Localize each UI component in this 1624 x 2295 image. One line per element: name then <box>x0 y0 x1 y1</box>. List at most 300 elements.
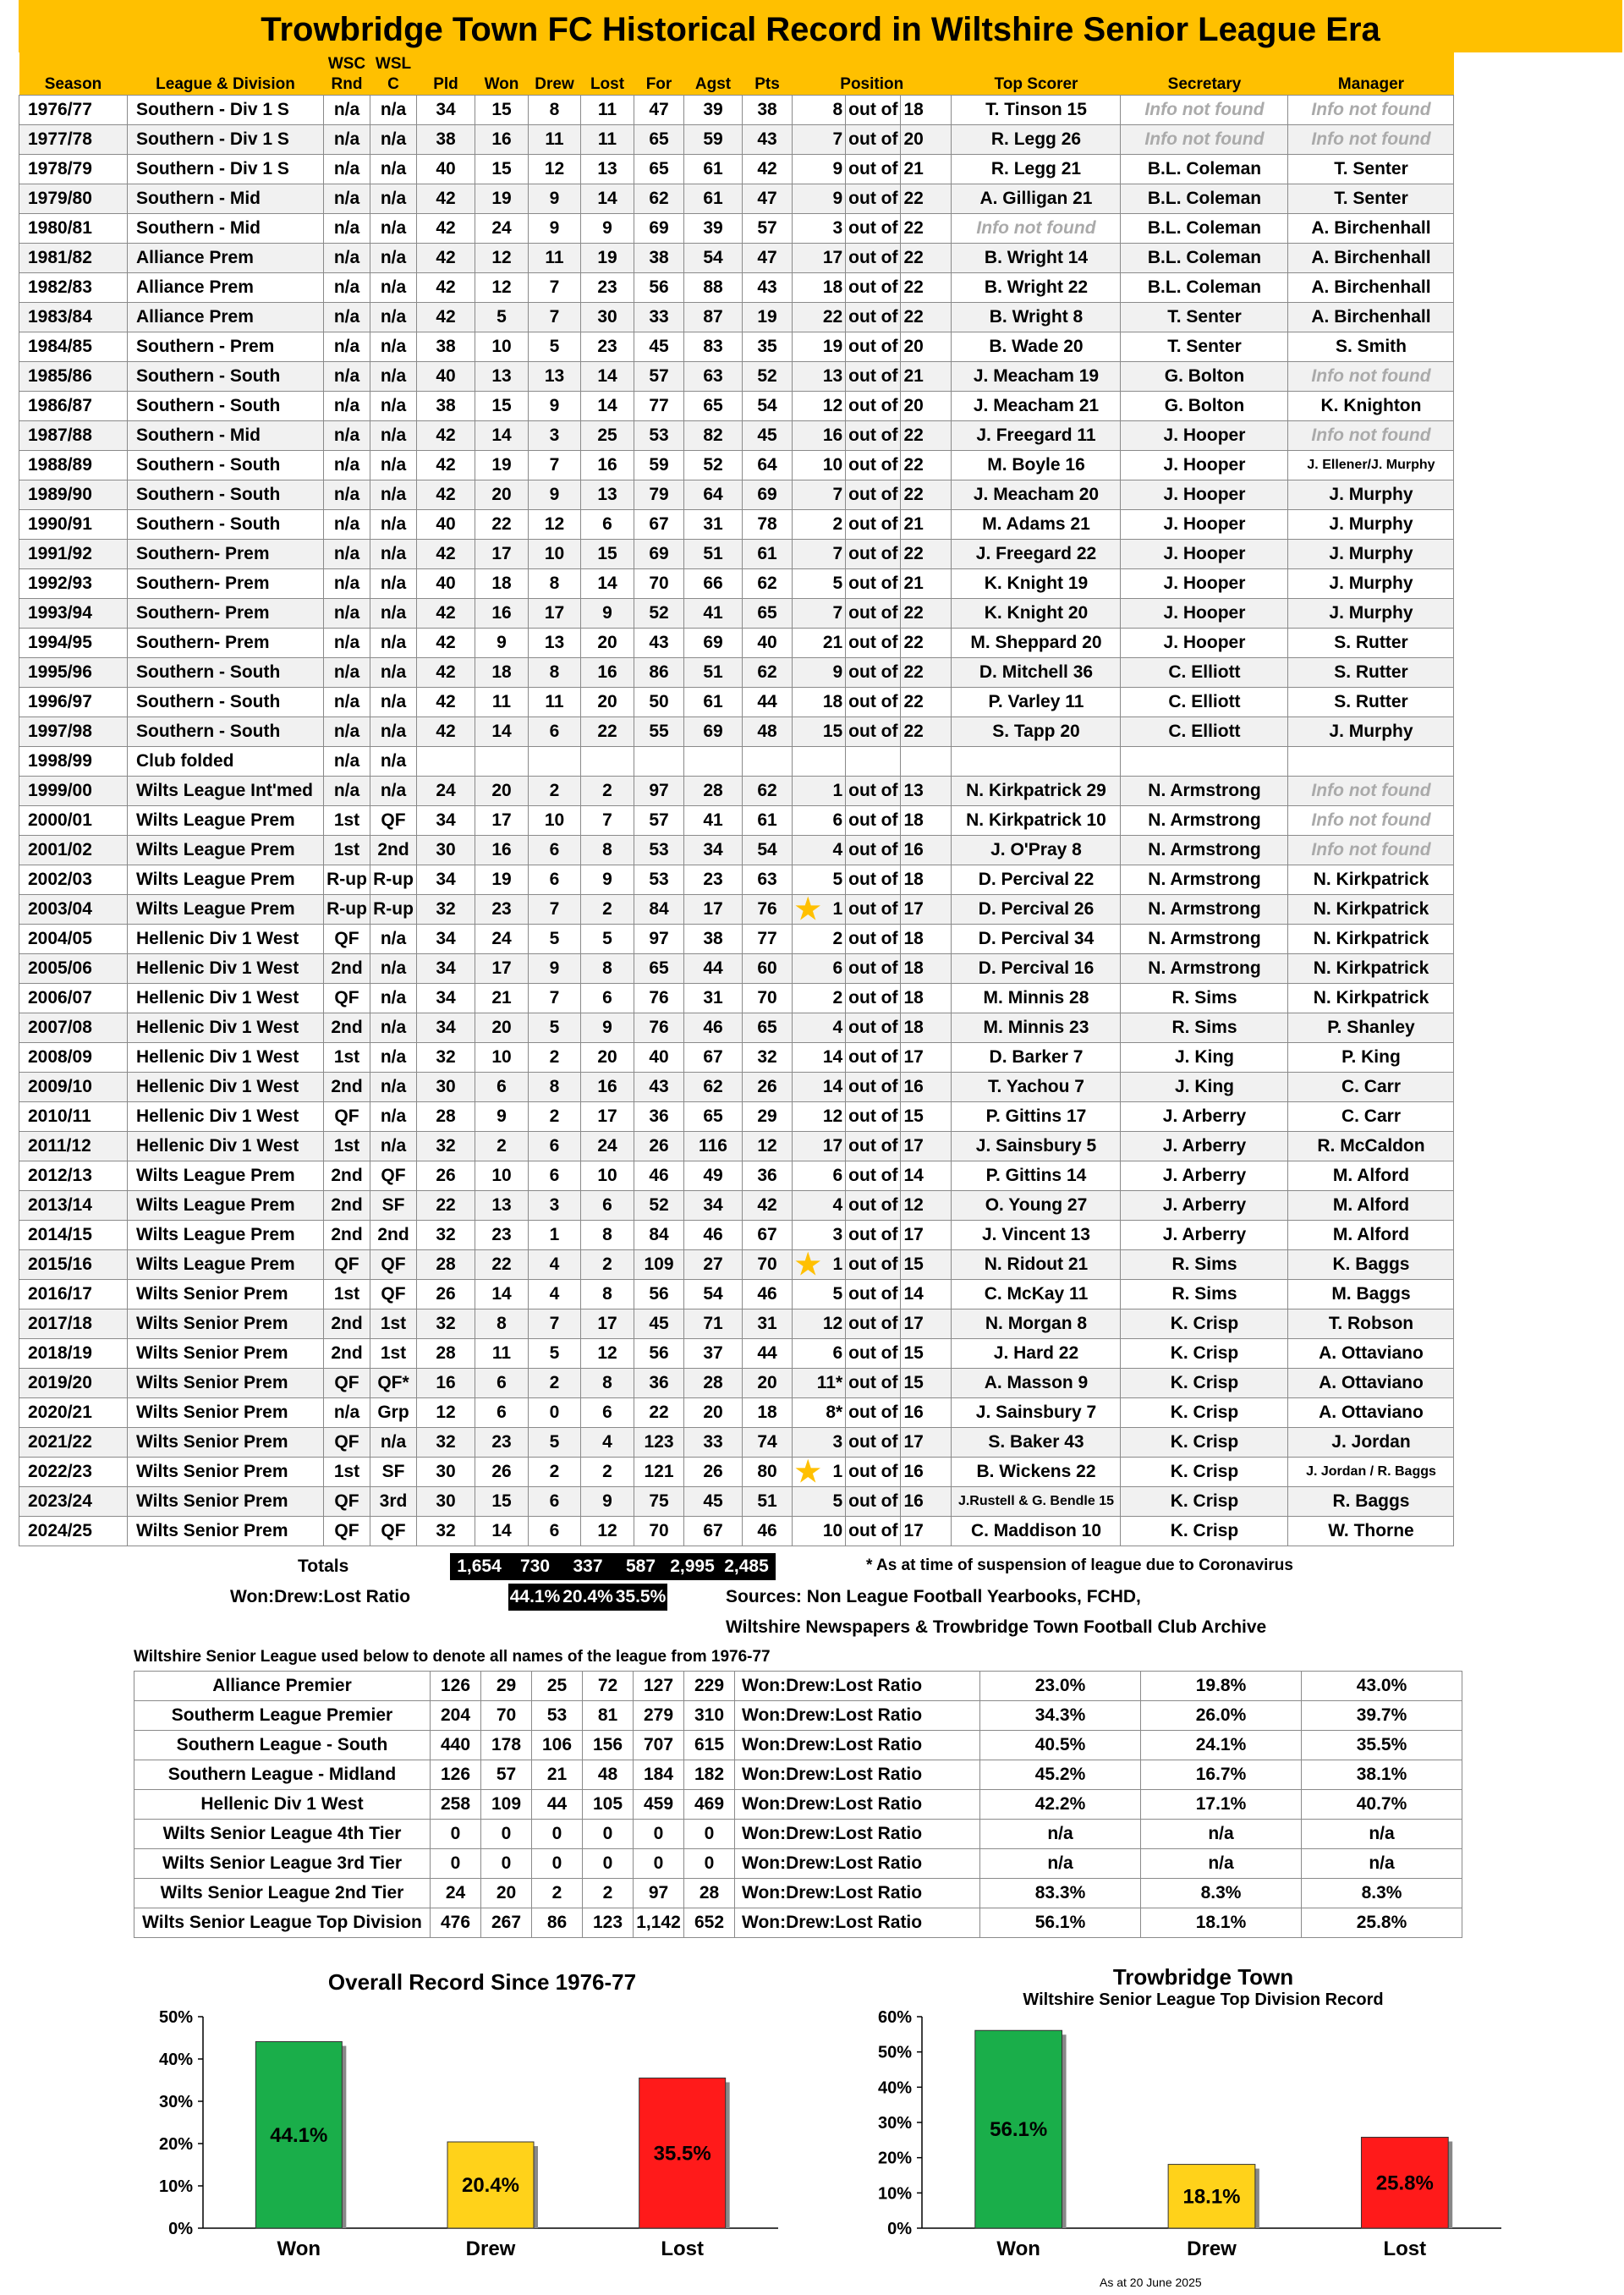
cell-position: 7 <box>793 480 846 510</box>
cell-lost: 15 <box>581 540 634 569</box>
cell-of-total: 17 <box>901 1309 952 1339</box>
cell-of-total: 17 <box>901 1221 952 1250</box>
cell-secretary: J. Arberry <box>1121 1221 1288 1250</box>
cell-agst: 51 <box>684 658 743 688</box>
cell-position: 6 <box>793 1161 846 1191</box>
cell-lost: 6 <box>581 510 634 540</box>
cell-won: 14 <box>475 1517 529 1546</box>
cell-secretary: N. Armstrong <box>1121 836 1288 865</box>
cell-out-of: out of <box>846 925 901 954</box>
cell-wsc: 2nd <box>324 1221 370 1250</box>
cell-won: 26 <box>475 1458 529 1487</box>
header-wsc: WSC Rnd <box>324 52 370 96</box>
cell-won: 16 <box>475 599 529 629</box>
cell-agst: 39 <box>684 96 743 125</box>
cell-wslc: n/a <box>370 1132 417 1161</box>
cell-position: 1 <box>793 777 846 806</box>
cell-won: 15 <box>475 96 529 125</box>
cell-position: 7 <box>793 125 846 155</box>
cell-league: Southern - South <box>128 362 324 392</box>
table-row <box>19 1043 1454 1073</box>
summary-cell-league: Wilts Senior League 3rd Tier <box>134 1849 431 1879</box>
cell-won: 19 <box>475 451 529 480</box>
cell-won: 9 <box>475 1102 529 1132</box>
cell-pld: 42 <box>417 214 475 244</box>
cell-out-of: out of <box>846 421 901 451</box>
cell-out-of: out of <box>846 273 901 303</box>
cell-drew <box>529 747 581 777</box>
cell-league: Southern- Prem <box>128 629 324 658</box>
cell-pts: 35 <box>743 332 793 362</box>
cell-wslc: n/a <box>370 1102 417 1132</box>
summary-cell-pld: 126 <box>431 1760 481 1790</box>
cell-lost: 8 <box>581 836 634 865</box>
summary-cell-drew-pct: 17.1% <box>1141 1790 1302 1820</box>
cell-drew: 8 <box>529 1073 581 1102</box>
cell-season: 2016/17 <box>19 1280 128 1309</box>
cell-lost: 8 <box>581 954 634 984</box>
cell-out-of: out of <box>846 1073 901 1102</box>
cell-wsc: QF <box>324 1487 370 1517</box>
cell-league: Wilts League Prem <box>128 1191 324 1221</box>
cell-season: 2019/20 <box>19 1369 128 1398</box>
cell-season: 2005/06 <box>19 954 128 984</box>
cell-secretary: C. Elliott <box>1121 658 1288 688</box>
summary-cell-league: Wilts Senior League 2nd Tier <box>134 1879 431 1908</box>
cell-agst: 41 <box>684 599 743 629</box>
cell-top-scorer: C. Maddison 10 <box>952 1517 1121 1546</box>
cell-pld: 42 <box>417 421 475 451</box>
table-row <box>19 214 1454 244</box>
cell-lost: 11 <box>581 125 634 155</box>
summary-cell-drew-pct: 16.7% <box>1141 1760 1302 1790</box>
cell-top-scorer: M. Minnis 23 <box>952 1013 1121 1043</box>
cell-pld: 32 <box>417 1517 475 1546</box>
cell-top-scorer: B. Wade 20 <box>952 332 1121 362</box>
cell-league: Hellenic Div 1 West <box>128 984 324 1013</box>
cell-pts: 65 <box>743 599 793 629</box>
cell-wslc: n/a <box>370 214 417 244</box>
cell-drew: 6 <box>529 717 581 747</box>
cell-top-scorer: D. Mitchell 36 <box>952 658 1121 688</box>
cell-secretary: K. Crisp <box>1121 1458 1288 1487</box>
summary-cell-league: Southerm League Premier <box>134 1701 431 1731</box>
cell-out-of: out of <box>846 865 901 895</box>
cell-top-scorer: J. Sainsbury 5 <box>952 1132 1121 1161</box>
cell-manager: Info not found <box>1288 125 1454 155</box>
cell-lost: 9 <box>581 214 634 244</box>
cell-for: 69 <box>634 214 684 244</box>
cell-for: 69 <box>634 540 684 569</box>
cell-manager: A. Ottaviano <box>1288 1398 1454 1428</box>
cell-pld: 16 <box>417 1369 475 1398</box>
cell-position: 5 <box>793 1487 846 1517</box>
cell-secretary: J. Hooper <box>1121 451 1288 480</box>
cell-top-scorer <box>952 747 1121 777</box>
cell-top-scorer: D. Percival 34 <box>952 925 1121 954</box>
table-row <box>19 96 1454 125</box>
cell-pts: 54 <box>743 836 793 865</box>
cell-position <box>793 1250 846 1280</box>
cell-season: 2011/12 <box>19 1132 128 1161</box>
cell-of-total: 22 <box>901 184 952 214</box>
cell-for: 97 <box>634 777 684 806</box>
cell-won <box>475 747 529 777</box>
table-row <box>19 125 1454 155</box>
cell-agst: 69 <box>684 717 743 747</box>
cell-season: 1988/89 <box>19 451 128 480</box>
cell-position: 2 <box>793 925 846 954</box>
header-pld: Pld <box>417 52 475 96</box>
cell-wslc: R-up <box>370 895 417 925</box>
cell-secretary: T. Senter <box>1121 303 1288 332</box>
summary-cell-agst: 229 <box>684 1672 735 1701</box>
chart-title: Overall Record Since 1976-77 <box>327 1969 637 1995</box>
cell-pts: 46 <box>743 1517 793 1546</box>
summary-cell-lost: 2 <box>583 1879 634 1908</box>
cell-season: 1989/90 <box>19 480 128 510</box>
cell-lost: 6 <box>581 1191 634 1221</box>
cell-pld: 42 <box>417 273 475 303</box>
cell-pld: 32 <box>417 895 475 925</box>
cell-league: Wilts League Prem <box>128 836 324 865</box>
cell-of-total: 18 <box>901 925 952 954</box>
position-value: 1 <box>832 1254 843 1274</box>
cell-wslc: n/a <box>370 540 417 569</box>
cell-for: 76 <box>634 984 684 1013</box>
cell-out-of: out of <box>846 1043 901 1073</box>
table-row <box>19 747 1454 777</box>
cell-for: 50 <box>634 688 684 717</box>
cell-top-scorer: B. Wright 22 <box>952 273 1121 303</box>
cell-for: 45 <box>634 1309 684 1339</box>
summary-cell-pld: 0 <box>431 1849 481 1879</box>
cell-position: 3 <box>793 1221 846 1250</box>
cell-pts: 64 <box>743 451 793 480</box>
cell-agst: 54 <box>684 1280 743 1309</box>
cell-drew: 3 <box>529 421 581 451</box>
cell-wslc: QF <box>370 1280 417 1309</box>
table-row <box>19 1428 1454 1458</box>
cell-wsc: QF <box>324 925 370 954</box>
cell-wsc: n/a <box>324 599 370 629</box>
cell-wsc: n/a <box>324 688 370 717</box>
cell-manager: T. Robson <box>1288 1309 1454 1339</box>
cell-agst: 61 <box>684 155 743 184</box>
cell-position: 8 <box>793 96 846 125</box>
cell-season: 1992/93 <box>19 569 128 599</box>
cell-out-of: out of <box>846 332 901 362</box>
cell-season: 1998/99 <box>19 747 128 777</box>
header-manager: Manager <box>1288 52 1454 96</box>
cell-manager: J. Murphy <box>1288 599 1454 629</box>
cell-top-scorer: K. Knight 19 <box>952 569 1121 599</box>
cell-secretary: R. Sims <box>1121 1250 1288 1280</box>
cell-season: 2002/03 <box>19 865 128 895</box>
cell-of-total: 13 <box>901 777 952 806</box>
cell-won: 20 <box>475 480 529 510</box>
table-row <box>19 688 1454 717</box>
cell-wsc: n/a <box>324 658 370 688</box>
cell-wsc: 1st <box>324 1043 370 1073</box>
cell-wslc: n/a <box>370 1073 417 1102</box>
cell-wsc: 2nd <box>324 1161 370 1191</box>
table-row <box>19 1102 1454 1132</box>
cell-manager: A. Birchenhall <box>1288 214 1454 244</box>
cell-won: 18 <box>475 569 529 599</box>
cell-position: 4 <box>793 1191 846 1221</box>
cell-lost: 19 <box>581 244 634 273</box>
cell-season: 2006/07 <box>19 984 128 1013</box>
table-row <box>19 244 1454 273</box>
cell-agst: 61 <box>684 184 743 214</box>
x-tick-label: Drew <box>465 2237 516 2260</box>
cell-manager: N. Kirkpatrick <box>1288 984 1454 1013</box>
cell-out-of: out of <box>846 510 901 540</box>
cell-out-of: out of <box>846 599 901 629</box>
cell-league: Wilts League Prem <box>128 1221 324 1250</box>
cell-wslc: n/a <box>370 332 417 362</box>
cell-top-scorer: M. Minnis 28 <box>952 984 1121 1013</box>
cell-of-total: 22 <box>901 273 952 303</box>
cell-of-total: 22 <box>901 451 952 480</box>
cell-secretary: B.L. Coleman <box>1121 155 1288 184</box>
cell-top-scorer: T. Tinson 15 <box>952 96 1121 125</box>
cell-of-total: 15 <box>901 1369 952 1398</box>
cell-drew: 9 <box>529 184 581 214</box>
cell-of-total: 15 <box>901 1102 952 1132</box>
cell-won: 21 <box>475 984 529 1013</box>
summary-cell-for: 97 <box>634 1879 684 1908</box>
cell-agst: 31 <box>684 984 743 1013</box>
table-row <box>19 865 1454 895</box>
cell-agst: 69 <box>684 629 743 658</box>
cell-agst: 28 <box>684 777 743 806</box>
cell-for: 84 <box>634 1221 684 1250</box>
summary-cell-for: 0 <box>634 1849 684 1879</box>
summary-cell-won: 267 <box>481 1908 532 1938</box>
cell-drew: 10 <box>529 806 581 836</box>
cell-of-total: 16 <box>901 1398 952 1428</box>
summary-cell-drew: 0 <box>532 1820 583 1849</box>
champion-star-icon: ★ <box>795 894 821 925</box>
cell-manager: J. Murphy <box>1288 510 1454 540</box>
cell-season: 1993/94 <box>19 599 128 629</box>
cell-pld: 34 <box>417 865 475 895</box>
cell-season: 1977/78 <box>19 125 128 155</box>
cell-drew: 5 <box>529 1339 581 1369</box>
cell-of-total: 21 <box>901 569 952 599</box>
cell-position: 5 <box>793 865 846 895</box>
cell-for: 38 <box>634 244 684 273</box>
header-for: For <box>634 52 684 96</box>
cell-drew: 9 <box>529 480 581 510</box>
cell-wslc: n/a <box>370 984 417 1013</box>
x-tick-label: Drew <box>1187 2237 1237 2260</box>
cell-agst: 23 <box>684 865 743 895</box>
cell-out-of: out of <box>846 1013 901 1043</box>
cell-for: 36 <box>634 1102 684 1132</box>
summary-cell-agst: 28 <box>684 1879 735 1908</box>
cell-lost: 20 <box>581 688 634 717</box>
cell-position: 11* <box>793 1369 846 1398</box>
cell-out-of: out of <box>846 1398 901 1428</box>
cell-wsc: n/a <box>324 303 370 332</box>
cell-out-of: out of <box>846 1339 901 1369</box>
cell-pts: 61 <box>743 806 793 836</box>
table-row <box>19 273 1454 303</box>
cell-top-scorer: J. O'Pray 8 <box>952 836 1121 865</box>
cell-for: 36 <box>634 1369 684 1398</box>
cell-secretary: J. Hooper <box>1121 510 1288 540</box>
cell-wslc: n/a <box>370 1013 417 1043</box>
table-row <box>19 836 1454 865</box>
cell-pld: 40 <box>417 510 475 540</box>
cell-top-scorer: J. Meacham 20 <box>952 480 1121 510</box>
header-drew: Drew <box>529 52 581 96</box>
cell-pts: 19 <box>743 303 793 332</box>
summary-cell-pld: 204 <box>431 1701 481 1731</box>
cell-position: 4 <box>793 836 846 865</box>
cell-pts: 46 <box>743 1280 793 1309</box>
cell-wslc: n/a <box>370 1043 417 1073</box>
total-drew: 337 <box>562 1553 614 1580</box>
cell-drew: 4 <box>529 1280 581 1309</box>
cell-wslc: SF <box>370 1458 417 1487</box>
cell-league: Club folded <box>128 747 324 777</box>
cell-secretary: N. Armstrong <box>1121 954 1288 984</box>
cell-out-of: out of <box>846 184 901 214</box>
cell-wslc: n/a <box>370 777 417 806</box>
cell-league: Hellenic Div 1 West <box>128 1013 324 1043</box>
cell-manager: A. Ottaviano <box>1288 1339 1454 1369</box>
summary-cell-for: 279 <box>634 1701 684 1731</box>
league-summary-table <box>134 1671 1462 1938</box>
cell-won: 13 <box>475 362 529 392</box>
cell-for: 62 <box>634 184 684 214</box>
cell-wsc: n/a <box>324 184 370 214</box>
summary-cell-drew: 106 <box>532 1731 583 1760</box>
cell-manager: M. Alford <box>1288 1191 1454 1221</box>
cell-manager: J. Ellener/J. Murphy <box>1288 451 1454 480</box>
cell-league: Southern - Mid <box>128 184 324 214</box>
cell-secretary: J. Hooper <box>1121 629 1288 658</box>
table-row <box>19 1487 1454 1517</box>
cell-wslc: n/a <box>370 658 417 688</box>
summary-cell-lost: 72 <box>583 1672 634 1701</box>
y-tick-label: 0% <box>887 2220 912 2238</box>
cell-pts: 70 <box>743 1250 793 1280</box>
cell-wslc: n/a <box>370 184 417 214</box>
cell-out-of: out of <box>846 1369 901 1398</box>
cell-drew: 0 <box>529 1398 581 1428</box>
chart-subtitle: Wiltshire Senior League Top Division Record <box>1023 1990 1384 2009</box>
summary-cell-drew-pct: 8.3% <box>1141 1879 1302 1908</box>
cell-out-of: out of <box>846 214 901 244</box>
summary-ratio-label: Won:Drew:Lost Ratio <box>735 1849 980 1879</box>
cell-league: Southern - Mid <box>128 421 324 451</box>
cell-position: 14 <box>793 1073 846 1102</box>
cell-league: Wilts League Prem <box>128 865 324 895</box>
cell-top-scorer: P. Gittins 14 <box>952 1161 1121 1191</box>
table-row <box>19 806 1454 836</box>
summary-cell-pld: 24 <box>431 1879 481 1908</box>
cell-wsc: n/a <box>324 125 370 155</box>
cell-manager: R. McCaldon <box>1288 1132 1454 1161</box>
cell-pld: 26 <box>417 1280 475 1309</box>
cell-drew: 12 <box>529 155 581 184</box>
charts-area <box>0 1954 1624 2292</box>
cell-manager: S. Rutter <box>1288 658 1454 688</box>
cell-league: Wilts Senior Prem <box>128 1458 324 1487</box>
cell-pts: 45 <box>743 421 793 451</box>
cell-of-total: 20 <box>901 392 952 421</box>
cell-won: 6 <box>475 1369 529 1398</box>
cell-for: 26 <box>634 1132 684 1161</box>
cell-for: 109 <box>634 1250 684 1280</box>
cell-manager: N. Kirkpatrick <box>1288 895 1454 925</box>
cell-position <box>793 1458 846 1487</box>
cell-pts: 57 <box>743 214 793 244</box>
cell-pld: 30 <box>417 1458 475 1487</box>
y-tick-label: 10% <box>877 2184 912 2204</box>
cell-agst: 67 <box>684 1517 743 1546</box>
cell-out-of: out of <box>846 1280 901 1309</box>
cell-wsc: n/a <box>324 629 370 658</box>
cell-season: 2004/05 <box>19 925 128 954</box>
cell-season: 1982/83 <box>19 273 128 303</box>
summary-ratio-label: Won:Drew:Lost Ratio <box>735 1760 980 1790</box>
cell-position: 22 <box>793 303 846 332</box>
cell-drew: 17 <box>529 599 581 629</box>
cell-out-of: out of <box>846 1132 901 1161</box>
cell-of-total: 14 <box>901 1280 952 1309</box>
cell-for: 53 <box>634 421 684 451</box>
cell-pts: 65 <box>743 1013 793 1043</box>
table-row <box>19 184 1454 214</box>
cell-pld: 28 <box>417 1250 475 1280</box>
summary-cell-pld: 258 <box>431 1790 481 1820</box>
summary-cell-drew: 21 <box>532 1760 583 1790</box>
cell-pld: 42 <box>417 451 475 480</box>
cell-pld: 30 <box>417 1487 475 1517</box>
cell-out-of: out of <box>846 451 901 480</box>
summary-cell-lost: 105 <box>583 1790 634 1820</box>
cell-pts: 63 <box>743 865 793 895</box>
cell-league: Southern- Prem <box>128 569 324 599</box>
cell-drew: 6 <box>529 1487 581 1517</box>
cell-won: 15 <box>475 1487 529 1517</box>
table-row <box>19 392 1454 421</box>
cell-league: Alliance Prem <box>128 303 324 332</box>
total-pld: 1,654 <box>450 1553 508 1580</box>
cell-season: 2020/21 <box>19 1398 128 1428</box>
table-row <box>19 510 1454 540</box>
table-row <box>19 155 1454 184</box>
cell-manager: A. Birchenhall <box>1288 303 1454 332</box>
cell-wsc: 2nd <box>324 1339 370 1369</box>
cell-pld: 42 <box>417 688 475 717</box>
cell-wsc: 2nd <box>324 1191 370 1221</box>
cell-top-scorer: T. Yachou 7 <box>952 1073 1121 1102</box>
cell-lost: 17 <box>581 1309 634 1339</box>
cell-pts: 60 <box>743 954 793 984</box>
cell-wsc: n/a <box>324 451 370 480</box>
cell-wsc: n/a <box>324 569 370 599</box>
cell-of-total: 17 <box>901 1043 952 1073</box>
cell-league: Southern - South <box>128 451 324 480</box>
cell-agst: 20 <box>684 1398 743 1428</box>
